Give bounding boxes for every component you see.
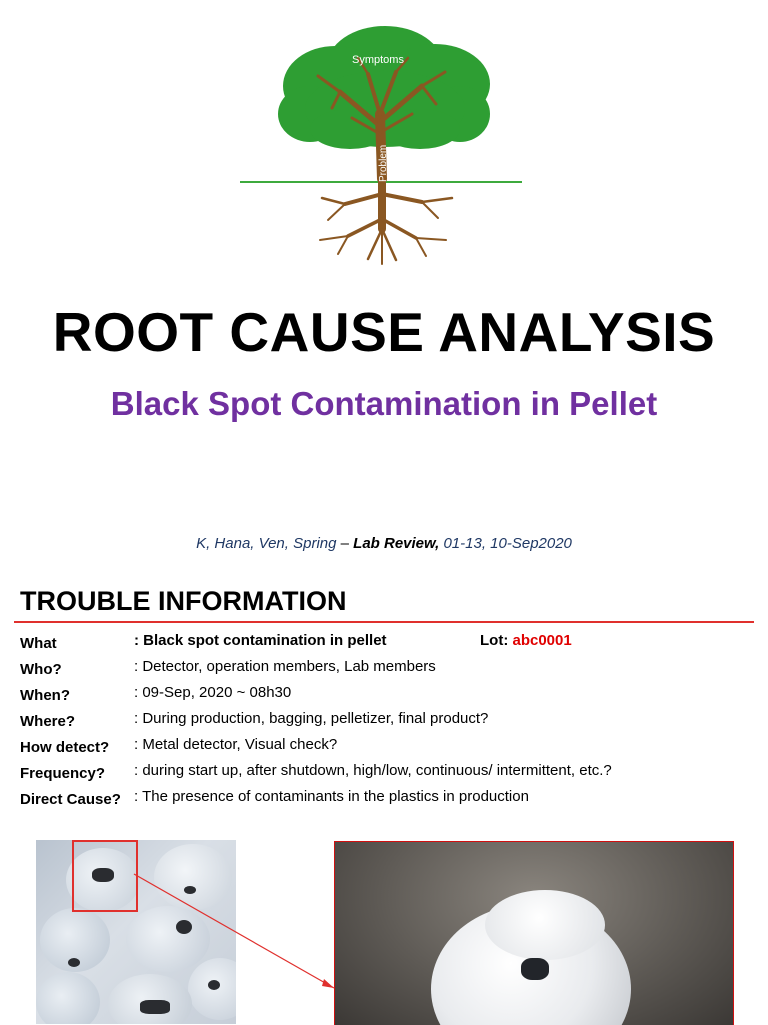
info-row-what xyxy=(20,632,760,656)
info-value: : Metal detector, Visual check? xyxy=(134,736,338,753)
review-authors: K, Hana, Ven, Spring xyxy=(196,535,337,552)
review-dash: – xyxy=(336,535,354,552)
info-row-who xyxy=(20,658,760,682)
info-label: Direct Cause? xyxy=(20,791,121,808)
pellet xyxy=(108,974,192,1024)
pellet-photo-large xyxy=(334,841,734,1025)
page-title: ROOT CAUSE ANALYSIS xyxy=(52,301,716,363)
black-spot xyxy=(140,1000,170,1014)
info-value: : During production, bagging, pelletizer, final product? xyxy=(134,710,489,727)
info-row-how-detect xyxy=(20,736,760,760)
page-subtitle: Black Spot Contamination in Pellet xyxy=(110,385,658,422)
black-spot xyxy=(521,958,549,980)
lot-label: Lot: xyxy=(480,632,513,649)
lot-value: abc0001 xyxy=(512,632,572,649)
pellet-closeup-bump xyxy=(485,890,605,960)
info-label: What xyxy=(20,635,57,652)
pellet xyxy=(154,844,232,910)
info-value: : Detector, operation members, Lab members xyxy=(134,658,436,675)
problem-label: Problem xyxy=(378,144,389,182)
info-label: How detect? xyxy=(20,739,110,756)
info-value: : 09-Sep, 2020 ~ 08h30 xyxy=(134,684,292,701)
section-divider xyxy=(14,621,754,623)
review-dates: 01-13, 10-Sep2020 xyxy=(439,535,572,552)
pellet xyxy=(36,972,100,1024)
pellet xyxy=(126,906,210,972)
black-spot xyxy=(208,980,220,990)
callout-highlight-box xyxy=(72,840,138,912)
info-row-frequency xyxy=(20,762,760,786)
black-spot xyxy=(184,886,196,894)
info-label: Where? xyxy=(20,713,76,730)
info-row-where xyxy=(20,710,760,734)
symptoms-label: Symptoms xyxy=(352,54,404,66)
tree-roots xyxy=(320,179,452,264)
info-row-when xyxy=(20,684,760,708)
review-event: Lab Review, xyxy=(353,535,440,552)
info-value: : The presence of contaminants in the plastics in production xyxy=(134,788,529,805)
tree-illustration xyxy=(240,14,530,270)
info-label: When? xyxy=(20,687,70,704)
section-heading: TROUBLE INFORMATION xyxy=(20,586,347,616)
review-byline xyxy=(0,535,768,552)
lot-number xyxy=(480,632,572,649)
info-row-direct-cause xyxy=(20,788,760,812)
info-label: Frequency? xyxy=(20,765,106,782)
black-spot xyxy=(68,958,80,967)
info-value: : Black spot contamination in pellet xyxy=(134,632,387,649)
info-label: Who? xyxy=(20,661,62,678)
black-spot xyxy=(176,920,192,934)
info-value: : during start up, after shutdown, high/low, continuous/ intermittent, etc.? xyxy=(134,762,612,779)
